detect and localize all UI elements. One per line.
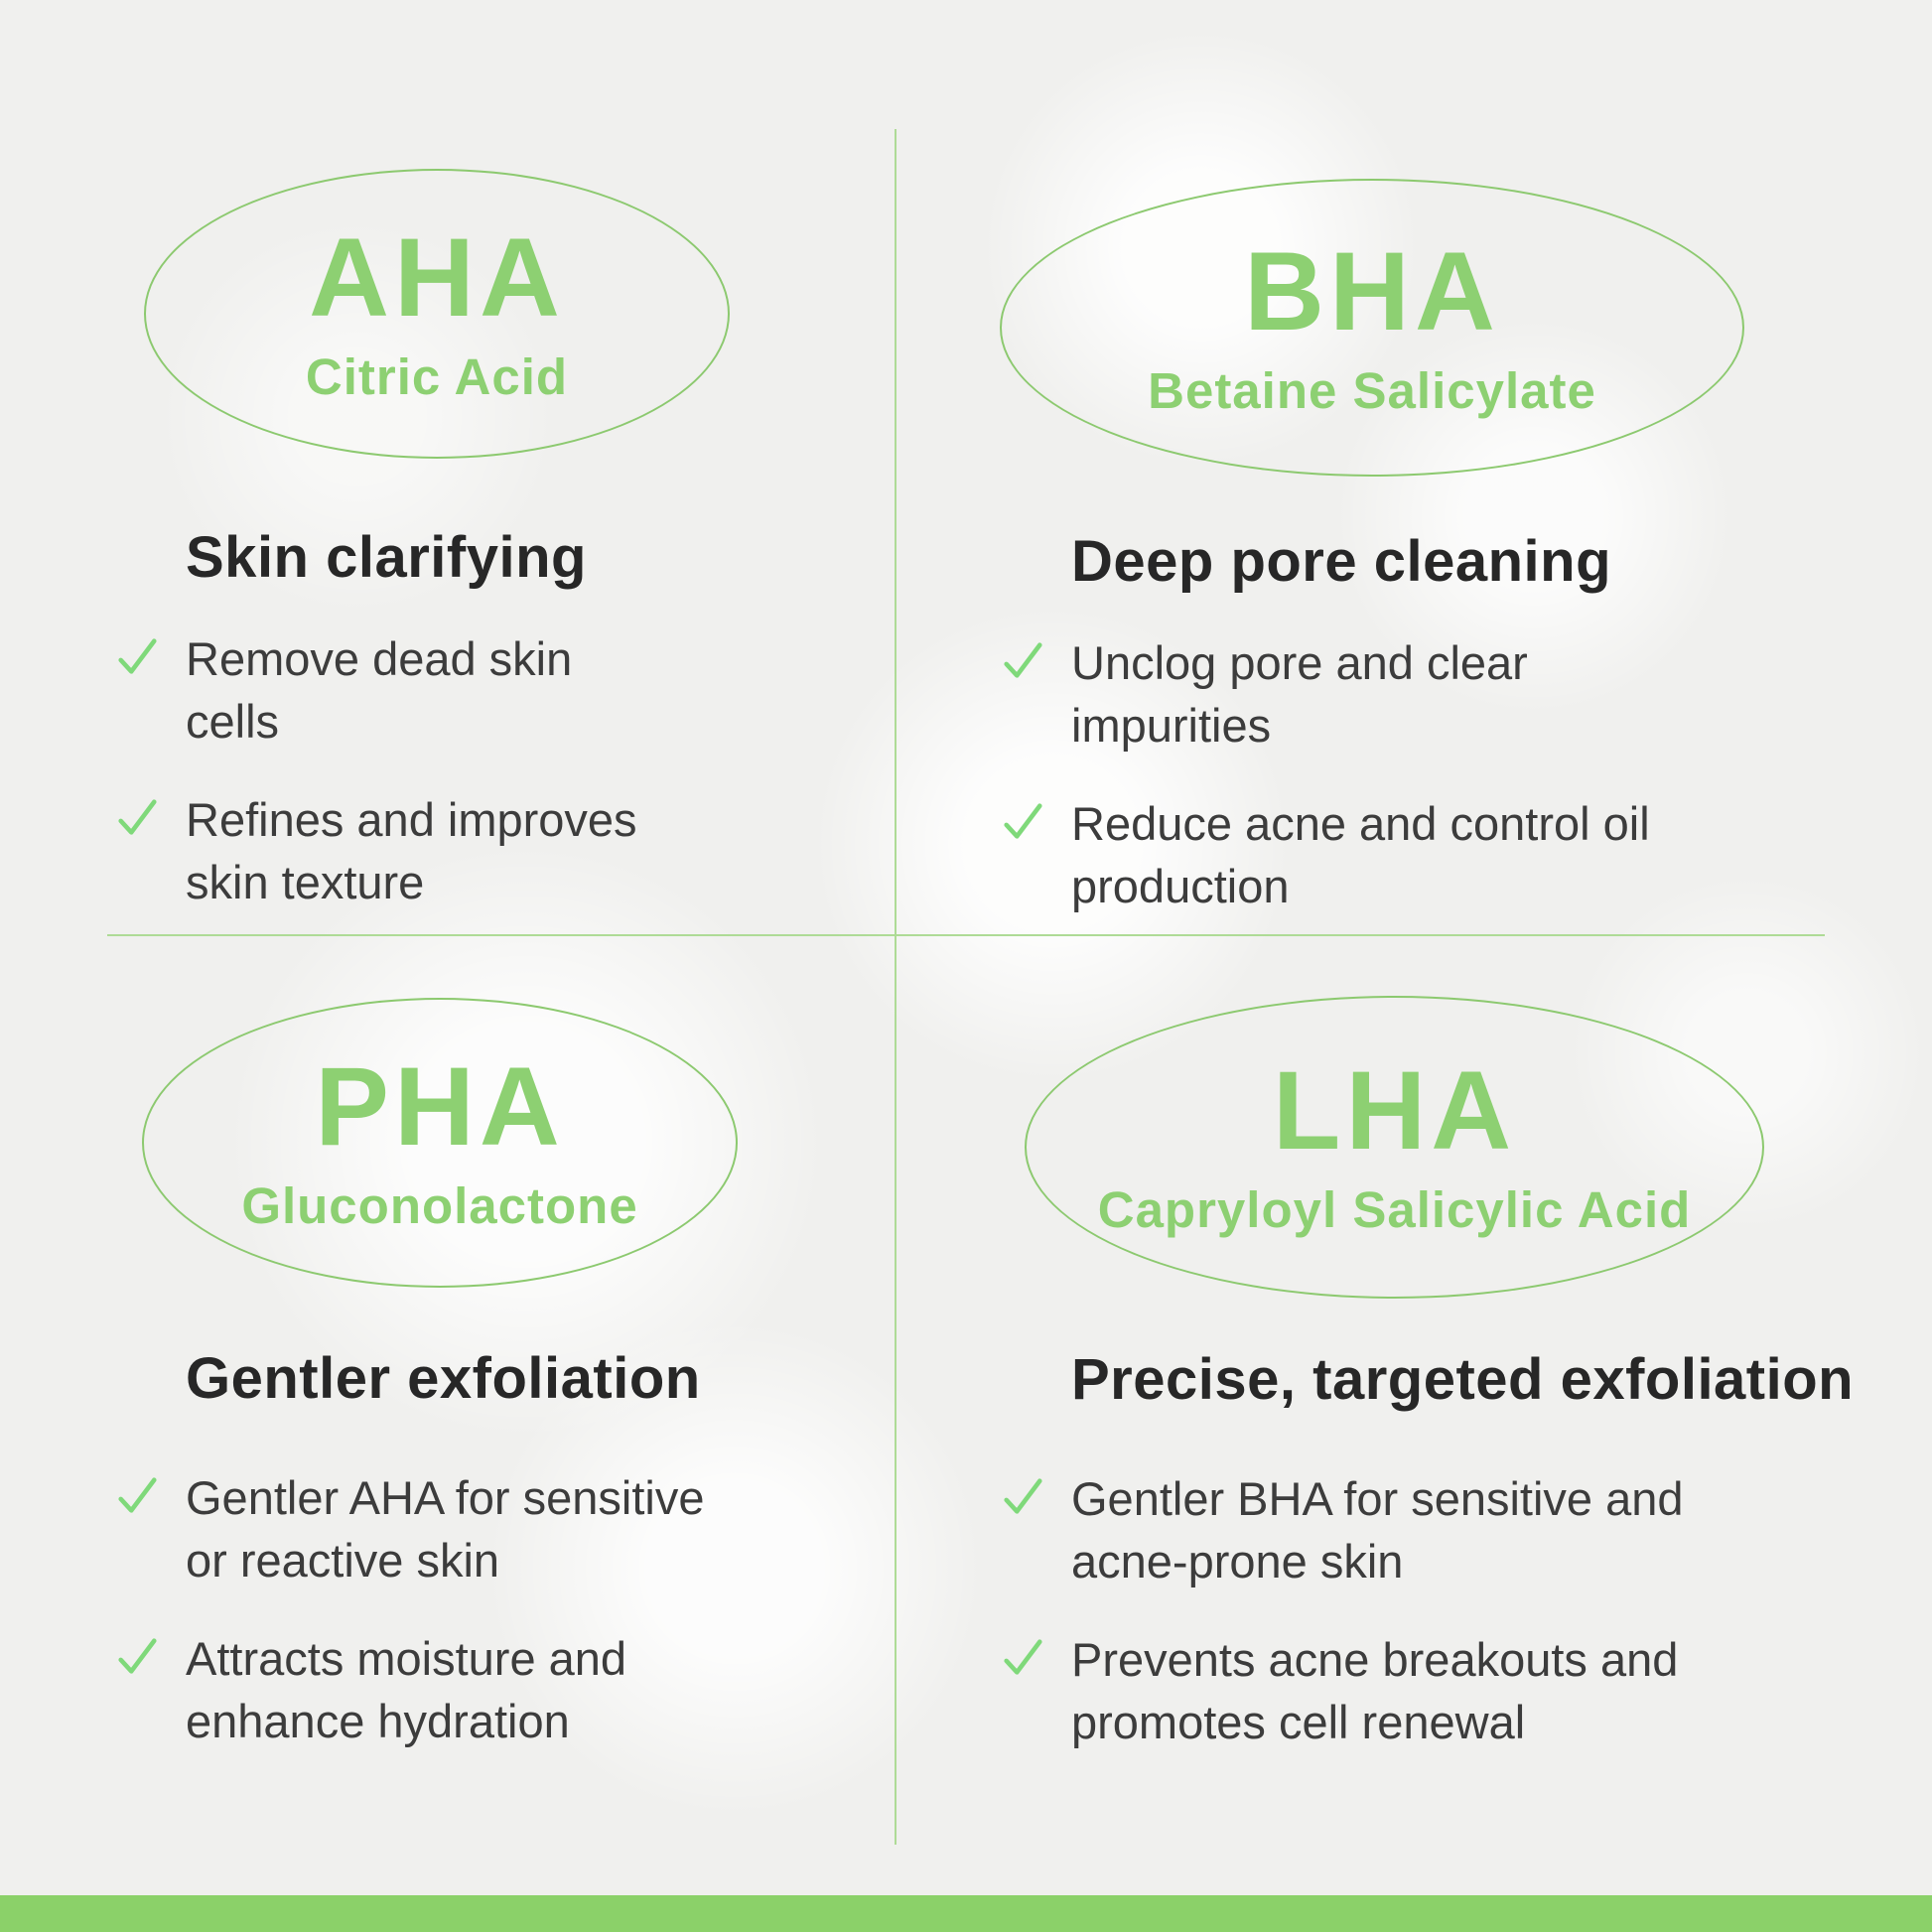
benefit-text: Reduce acne and control oil production [1071,796,1650,912]
benefit-text: Remove dead skin cells [186,632,573,748]
pha-abbr: PHA [315,1043,565,1169]
quadrant-bha [896,0,1932,936]
pha-ellipse-badge [142,998,738,1288]
benefit-item [1000,1629,1932,1754]
lha-abbr: LHA [1272,1048,1517,1173]
lha-ellipse-badge [1025,996,1764,1299]
bha-abbr: BHA [1244,228,1500,353]
benefit-text: Prevents acne breakouts and promotes cell renewal [1071,1632,1679,1748]
benefit-item [1000,793,1932,918]
benefit-text: Unclog pore and clear impurities [1071,636,1528,752]
benefit-item [1000,1468,1932,1593]
benefit-text: Refines and improves skin texture [186,792,637,908]
benefit-item [114,789,896,914]
benefit-item [1000,632,1932,758]
pha-ingredient: Gluconolactone [241,1176,638,1234]
lha-ingredient: Capryloyl Salicylic Acid [1097,1181,1692,1238]
check-icon [1000,793,1071,845]
lha-benefit-list [1000,1468,1932,1754]
bha-ellipse-badge [1000,179,1744,477]
benefit-text: Gentler BHA for sensitive and acne-prone skin [1071,1472,1684,1587]
bha-ingredient: Betaine Salicylate [1148,361,1596,419]
benefit-item [114,1628,896,1753]
bottom-accent-bar [0,1895,1932,1932]
check-icon [114,789,186,841]
bha-heading: Deep pore cleaning [1071,529,1612,594]
pha-heading: Gentler exfoliation [186,1346,701,1411]
aha-benefit-list [114,628,896,914]
aha-abbr: AHA [309,214,565,340]
benefit-text: Attracts moisture and enhance hydration [186,1631,627,1747]
benefit-text: Gentler AHA for sensitive or reactive skin [186,1471,705,1587]
check-icon [1000,632,1071,684]
pha-benefit-list [114,1467,896,1753]
aha-heading: Skin clarifying [186,525,587,590]
check-icon [114,1628,186,1680]
benefit-item [114,628,896,754]
check-icon [1000,1468,1071,1520]
quadrant-lha [896,936,1932,1896]
aha-ellipse-badge [144,169,730,459]
lha-heading: Precise, targeted exfoliation [1071,1347,1855,1412]
aha-ingredient: Citric Acid [305,347,569,405]
check-icon [1000,1629,1071,1681]
check-icon [114,1467,186,1519]
quadrant-aha [0,0,896,936]
benefit-item [114,1467,896,1592]
check-icon [114,628,186,680]
quadrant-pha [0,936,896,1896]
bha-benefit-list [1000,632,1932,918]
